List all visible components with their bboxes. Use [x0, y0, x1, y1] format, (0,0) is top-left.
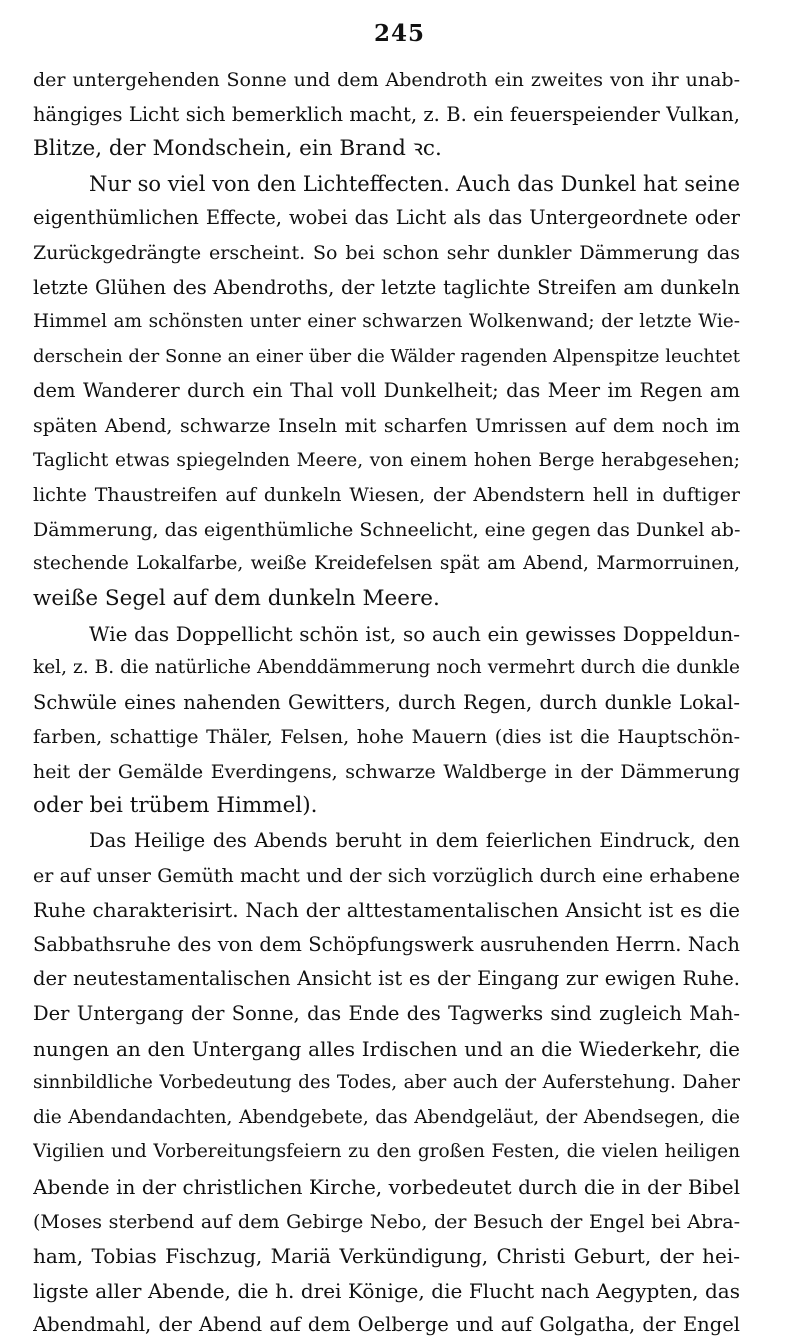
text-line: ham, Tobias Fischzug, Mariä Verkündigung, Christi Geburt, der hei- [33, 1244, 740, 1269]
text-line: farben, schattige Thäler, Felsen, hohe Mauern (dies ist die Hauptschön- [33, 726, 740, 749]
text-line: Das Heilige des Abends beruht in dem feierlichen Eindruck, den [89, 829, 740, 853]
text-line: hängiges Licht sich bemerklich macht, z. B. ein feuerspeiender Vulkan, [33, 102, 740, 126]
text-line: ligste aller Abende, die h. drei Könige, die Flucht nach Aegypten, das [33, 1278, 740, 1303]
text-line: der neutestamentalischen Ansicht ist es der Eingang zur ewigen Ruhe. [33, 967, 740, 991]
text-line: Nur so viel von den Lichteffecten. Auch das Dunkel hat seine [89, 171, 740, 196]
text-line: stechende Lokalfarbe, weiße Kreidefelsen spät am Abend, Marmorruinen, [33, 553, 740, 575]
text-line: Wie das Doppellicht schön ist, so auch ein gewisses Doppeldun- [89, 621, 740, 646]
text-line: Taglicht etwas spiegelnden Meere, von einem hohen Berge herabgesehen; [33, 449, 740, 471]
text-line: Blitze, der Mondschein, ein Brand ꝛc. [33, 136, 442, 162]
text-line: Zurückgedrängte erscheint. So bei schon sehr dunkler Dämmerung das [33, 241, 740, 264]
text-line: sinnbildliche Vorbedeutung des Todes, aber auch der Auferstehung. Daher [33, 1072, 740, 1094]
text-line: (Moses sterbend auf dem Gebirge Nebo, der Besuch der Engel bei Abra- [33, 1210, 740, 1233]
page-number: 245 [373, 20, 425, 47]
text-line: Sabbathsruhe des von dem Schöpfungswerk ausruhenden Herrn. Nach [33, 932, 740, 956]
text-line: lichte Thaustreifen auf dunkeln Wiesen, der Abendstern hell in duftiger [33, 484, 740, 507]
text-line: Vigilien und Vorbereitungsfeiern zu den großen Festen, die vielen heiligen [33, 1141, 740, 1163]
text-line: weiße Segel auf dem dunkeln Meere. [33, 585, 440, 611]
text-line: kel, z. B. die natürliche Abenddämmerung noch vermehrt durch die dunkle [33, 657, 740, 679]
text-line: nungen an den Untergang alles Irdischen und an die Wiederkehr, die [33, 1036, 740, 1061]
text-line: derschein der Sonne an einer über die Wälder ragenden Alpenspitze leuchtet [33, 345, 740, 367]
text-line: Ruhe charakterisirt. Nach der alttestamentalischen Ansicht ist es die [33, 898, 740, 923]
body-text [33, 63, 740, 1343]
text-line: oder bei trübem Himmel). [33, 793, 318, 819]
text-line: späten Abend, schwarze Inseln mit scharfen Umrissen auf dem noch im [33, 414, 740, 437]
text-line: er auf unser Gemüth macht und der sich vorzüglich durch eine erhabene [33, 864, 740, 887]
text-line: Himmel am schönsten unter einer schwarzen Wolkenwand; der letzte Wie- [33, 311, 740, 333]
text-line: Abende in der christlichen Kirche, vorbedeutet durch die in der Bibel [33, 1175, 740, 1199]
text-line: Schwüle eines nahenden Gewitters, durch Regen, durch dunkle Lokal- [33, 690, 740, 714]
text-line: heit der Gemälde Everdingens, schwarze Waldberge in der Dämmerung [33, 760, 740, 783]
text-line: dem Wanderer durch ein Thal voll Dunkelheit; das Meer im Regen am [33, 379, 740, 403]
text-line: Abendmahl, der Abend auf dem Oelberge und auf Golgatha, der Engel [33, 1313, 740, 1337]
text-line: Dämmerung, das eigenthümliche Schneelicht, eine gegen das Dunkel ab- [33, 518, 740, 541]
text-line: Der Untergang der Sonne, das Ende des Tagwerks sind zugleich Mah- [33, 1002, 740, 1026]
text-line: die Abendandachten, Abendgebete, das Abendgeläut, der Abendsegen, die [33, 1106, 740, 1128]
text-line: der untergehenden Sonne und dem Abendroth ein zweites von ihr unab- [33, 69, 740, 91]
text-line: eigenthümlichen Effecte, wobei das Licht als das Untergeordnete oder [33, 206, 740, 230]
text-line: letzte Glühen des Abendroths, der letzte taglichte Streifen am dunkeln [33, 275, 740, 299]
